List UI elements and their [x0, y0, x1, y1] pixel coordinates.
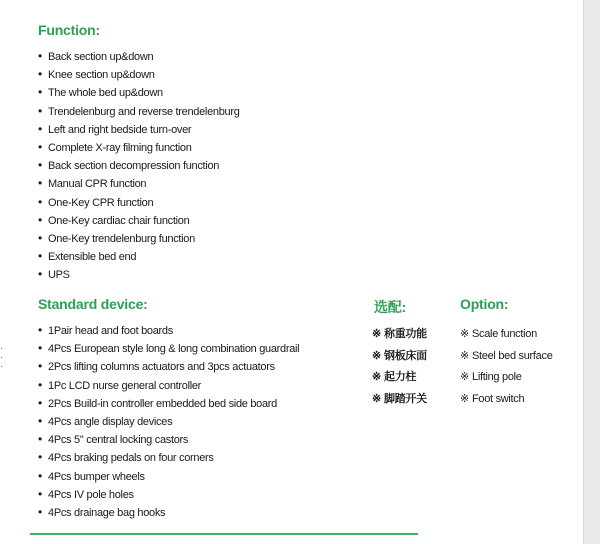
- edge-marks: · · ·: [0, 343, 3, 371]
- reference-mark-icon: ※: [372, 392, 381, 405]
- list-item: • One-Key trendelenburg function: [38, 229, 240, 247]
- standard-device-list: [38, 321, 299, 521]
- reference-mark-icon: ※: [372, 328, 381, 340]
- list-item: • 2Pcs Build-in controller embedded bed side board: [38, 394, 299, 412]
- list-item: • 4Pcs angle display devices: [38, 412, 299, 430]
- list-item: • Back section decompression function: [38, 156, 240, 174]
- function-list: [38, 47, 240, 283]
- reference-mark-icon: ※: [372, 349, 381, 362]
- option-list: [460, 324, 553, 410]
- list-item: • 4Pcs European style long & long combination guardrail: [38, 339, 299, 357]
- list-item: [372, 324, 427, 346]
- list-item: • 4Pcs IV pole holes: [38, 485, 299, 503]
- list-item: • 4Pcs bumper wheels: [38, 467, 299, 485]
- list-item: • Trendelenburg and reverse trendelenburg: [38, 102, 240, 120]
- reference-mark-icon: ※: [372, 371, 381, 383]
- optional-cn-list: [372, 324, 427, 410]
- list-item: • One-Key cardiac chair function: [38, 211, 240, 229]
- list-item: [460, 367, 553, 389]
- list-item: • Back section up&down: [38, 47, 240, 65]
- list-item: • Complete X-ray filming function: [38, 138, 240, 156]
- list-item: • 1Pc LCD nurse general controller: [38, 376, 299, 394]
- list-item: • Manual CPR function: [38, 174, 240, 192]
- item-label: Foot switch: [472, 392, 525, 405]
- page-edge: [583, 0, 600, 544]
- list-item: • Extensible bed end: [38, 247, 240, 265]
- list-item: [460, 324, 553, 346]
- reference-mark-icon: ※: [460, 392, 469, 405]
- option-heading: Option:: [460, 296, 509, 312]
- list-item: • UPS: [38, 265, 240, 283]
- list-item: • The whole bed up&down: [38, 83, 240, 101]
- reference-mark-icon: ※: [460, 371, 469, 383]
- list-item: • 2Pcs lifting columns actuators and 3pcs actuators: [38, 357, 299, 375]
- item-label: 脚踏开关: [384, 392, 427, 405]
- list-item: [460, 389, 553, 411]
- item-label: 钢板床面: [384, 349, 427, 362]
- list-item: [372, 367, 427, 389]
- bottom-divider: [30, 533, 418, 535]
- standard-device-heading: Standard device:: [38, 296, 148, 312]
- item-label: Scale function: [472, 328, 537, 340]
- list-item: • One-Key CPR function: [38, 193, 240, 211]
- optional-cn-heading: 选配:: [374, 299, 407, 315]
- list-item: • Knee section up&down: [38, 65, 240, 83]
- list-item: • 4Pcs drainage bag hooks: [38, 503, 299, 521]
- list-item: [460, 346, 553, 368]
- list-item: • 4Pcs 5" central locking castors: [38, 430, 299, 448]
- list-item: [372, 346, 427, 368]
- item-label: 起力柱: [384, 371, 417, 383]
- item-label: 称重功能: [384, 328, 427, 340]
- list-item: [372, 389, 427, 411]
- function-heading: Function:: [38, 22, 100, 38]
- reference-mark-icon: ※: [460, 349, 469, 362]
- item-label: Lifting pole: [472, 371, 522, 383]
- reference-mark-icon: ※: [460, 328, 469, 340]
- list-item: • 4Pcs braking pedals on four corners: [38, 448, 299, 466]
- list-item: • 1Pair head and foot boards: [38, 321, 299, 339]
- list-item: • Left and right bedside turn-over: [38, 120, 240, 138]
- item-label: Steel bed surface: [472, 349, 553, 362]
